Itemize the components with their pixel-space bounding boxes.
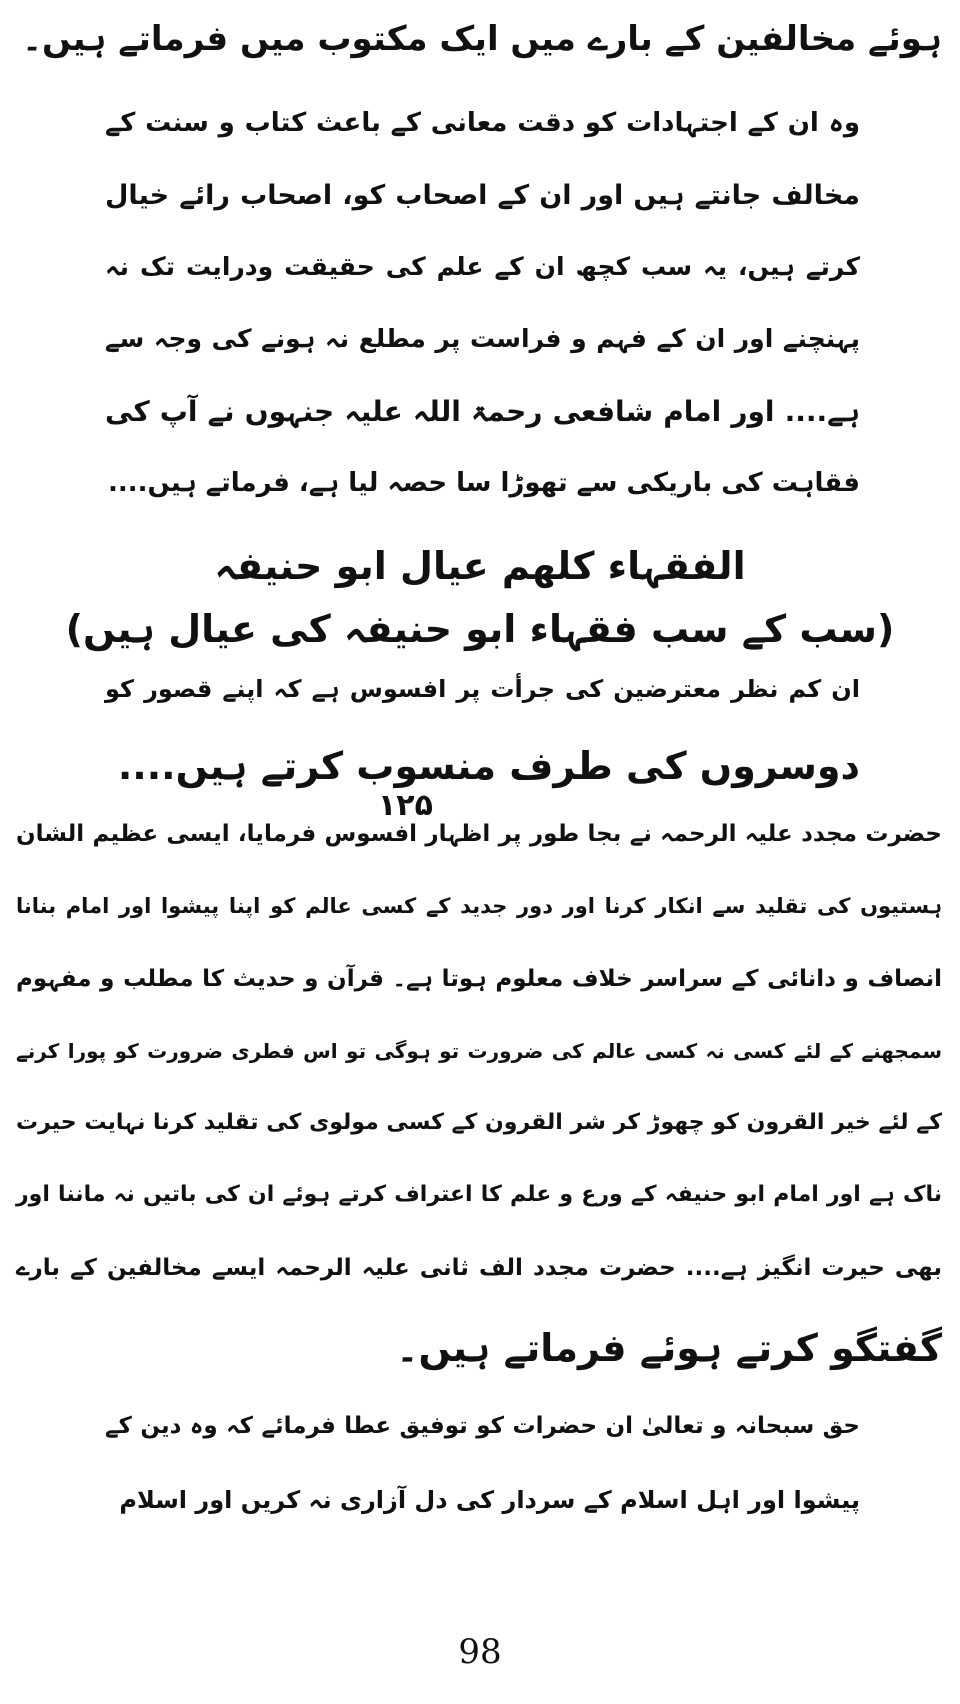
quote-line-8: دوسروں کی طرف منسوب کرتے ہیں.... xyxy=(117,744,860,788)
arabic-quote-translation: (سب کے سب فقہاء ابو حنیفہ کی عیال ہیں) xyxy=(65,607,895,651)
quote-line-2: مخالف جانتے ہیں اور ان کے اصحاب کو، اصحاب رائے خیال xyxy=(105,180,860,211)
quote-line-4: پہنچنے اور ان کے فہم و فراست پر مطلع نہ ہونے کی وجہ سے xyxy=(105,324,860,353)
quote-line-5: ہے.... اور امام شافعی رحمۃ اللہ علیہ جنہوں نے آپ کی xyxy=(105,395,860,428)
body-line-8: بھی حیرت انگیز ہے.... حضرت مجدد الف ثانی علیہ الرحمہ ایسے مخالفین کے بارے xyxy=(16,1255,942,1281)
arabic-quote: الفقہاء کلھم عیال ابو حنیفہ xyxy=(214,544,746,588)
page-number: 98 xyxy=(458,1632,502,1672)
quote-line-10: پیشوا اور اہل اسلام کے سردار کی دل آزاری نہ کریں اور اسلام xyxy=(119,1486,860,1514)
body-line-4: انصاف و دانائی کے سراسر خلاف معلوم ہوتا ہے۔ قرآن و حدیث کا مطلب و مفہوم xyxy=(16,966,942,992)
quote-line-1: وہ ان کے اجتہادات کو دقت معانی کے باعث کتاب و سنت کے xyxy=(105,108,860,138)
body-line-7: ناک ہے اور امام ابو حنیفہ کے ورع و علم کا اعتراف کرتے ہوئے ان کی باتیں نہ ماننا اور xyxy=(16,1182,942,1207)
quote-line-7: ان کم نظر معترضین کی جرأت پر افسوس ہے کہ اپنے قصور کو xyxy=(105,675,860,703)
body-line-1: ہوئے مخالفین کے بارے میں ایک مکتوب میں فرماتے ہیں۔ xyxy=(22,19,942,59)
body-line-5: سمجھنے کے لئے کسی نہ کسی عالم کی ضرورت تو ہوگی تو اس فطری ضرورت کو پورا کرنے xyxy=(16,1039,942,1063)
body-line-6: کے لئے خیر القرون کو چھوڑ کر شر القرون کے کسی مولوی کی تقلید کرنا نہایت حیرت xyxy=(16,1110,942,1135)
quote-line-3: کرتے ہیں، یہ سب کچھ ان کے علم کی حقیقت ودرایت تک نہ xyxy=(105,252,860,281)
quote-line-9: حق سبحانہ و تعالیٰ ان حضرات کو توفیق عطا فرمائے کہ وہ دین کے xyxy=(105,1413,860,1439)
body-line-9: گفتگو کرتے ہوئے فرماتے ہیں۔ xyxy=(396,1326,942,1370)
quote-line-6: فقاہت کی باریکی سے تھوڑا سا حصہ لیا ہے، فرماتے ہیں.... xyxy=(107,468,860,498)
footnote-marker: ۱۲۵ xyxy=(378,788,433,823)
body-line-3: ہستیوں کی تقلید سے انکار کرنا اور دور جدید کے کسی عالم کو اپنا پیشوا اور امام بنانا xyxy=(16,894,942,918)
body-line-2: حضرت مجدد علیہ الرحمہ نے بجا طور پر اظہار افسوس فرمایا، ایسی عظیم الشان xyxy=(16,821,942,847)
